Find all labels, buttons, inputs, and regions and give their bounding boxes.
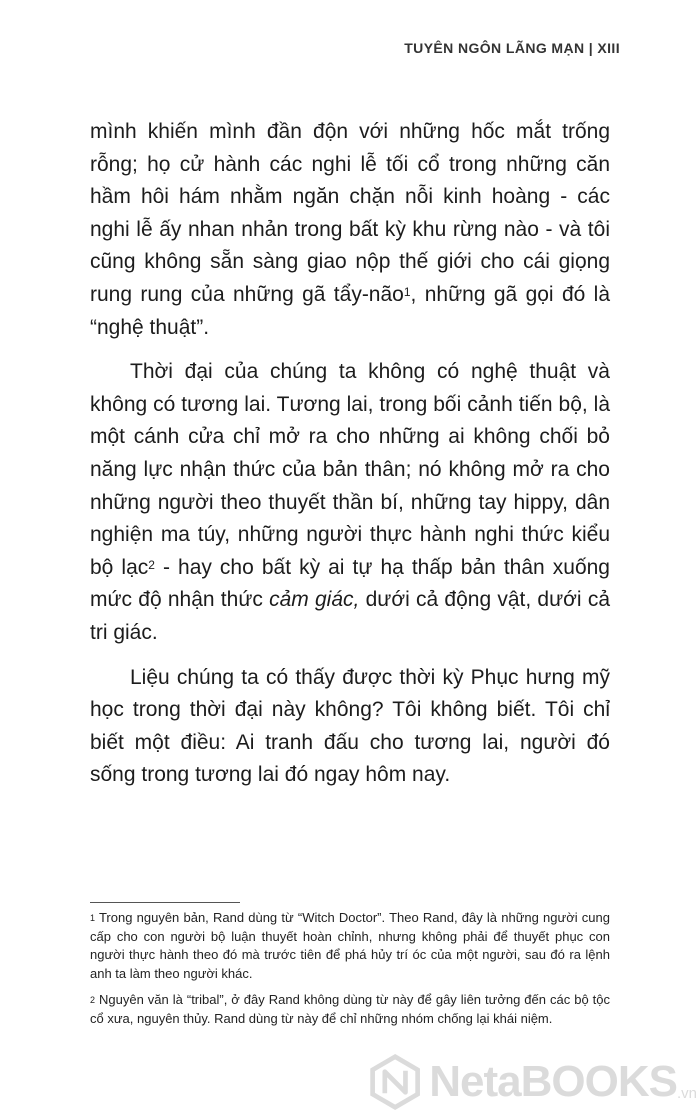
footnote-number: 2 [90, 995, 96, 1005]
netabooks-logo-icon [367, 1052, 423, 1112]
paragraph-1: mình khiến mình đần độn với những hốc mắt trống rỗng; họ cử hành các nghi lễ tối cổ trong những căn hầm hôi hám nhằm ngăn chặn nỗi kinh hoàng - các nghi lễ ấy nhan nhản trong bất kỳ khu rừng nào - và tôi cũng không sẵn sàng giao nộp thế giới cho cái giọng rung rung của những gã tẩy-não$^1$, những gã gọi đó là “nghệ thuật”. [90, 120, 610, 339]
paragraph-2: Thời đại của chúng ta không có nghệ thuật và không có tương lai. Tương lai, trong bối cảnh tiến bộ, là một cánh cửa chỉ mở ra cho những ai không chối bỏ năng lực nhận thức của bản thân; nó không mở ra cho những người theo thuyết thần bí, những tay hippy, dân nghiện ma túy, những người thực hành nghi thức kiểu bộ lạc$^2$ - hay cho bất kỳ ai tự hạ thấp bản thân xuống mức độ nhận thức cảm giác, dưới cả động vật, dưới cả tri giác. [90, 360, 610, 644]
footnote-number: 1 [90, 913, 96, 923]
footnote-divider [90, 902, 240, 903]
running-header: TUYÊN NGÔN LÃNG MẠN | XIII [404, 40, 620, 56]
paragraph-3: Liệu chúng ta có thấy được thời kỳ Phục hưng mỹ học trong thời đại này không? Tôi không biết. Tôi chỉ biết một điều: Ai tranh đấu cho tương lai, người đó sống trong tương lai đó ngay hôm nay. [90, 665, 610, 787]
body-text [90, 116, 610, 804]
footnote-ref-2: 2 [148, 557, 155, 572]
watermark-brand: NetaBOOKS [429, 1057, 677, 1106]
italic-term: cảm giác, [269, 588, 360, 612]
watermark [367, 1050, 697, 1114]
footnote-2: $^2$ Nguyên văn là “tribal”, ở đây Rand không dùng từ này để gây liên tưởng đến các bộ tộc cổ xưa, nguyên thủy. Rand dùng từ này để chỉ những nhóm chống lại khái niệm. [90, 992, 610, 1026]
footnote-1: $^1$ Trong nguyên bản, Rand dùng từ “Witch Doctor”. Theo Rand, đây là những người cung cấp cho con người bộ luận thuyết hoàn chỉnh, nhưng không phải để thuyết phục con người thực hành theo đó mà trước tiên để phá hủy trí óc của một người, sau đó ra lệnh anh ta làm theo người khác. [90, 910, 610, 981]
footnote-ref-1: 1 [403, 284, 411, 299]
footnotes [90, 909, 610, 1036]
watermark-domain: .vn [676, 1085, 697, 1102]
